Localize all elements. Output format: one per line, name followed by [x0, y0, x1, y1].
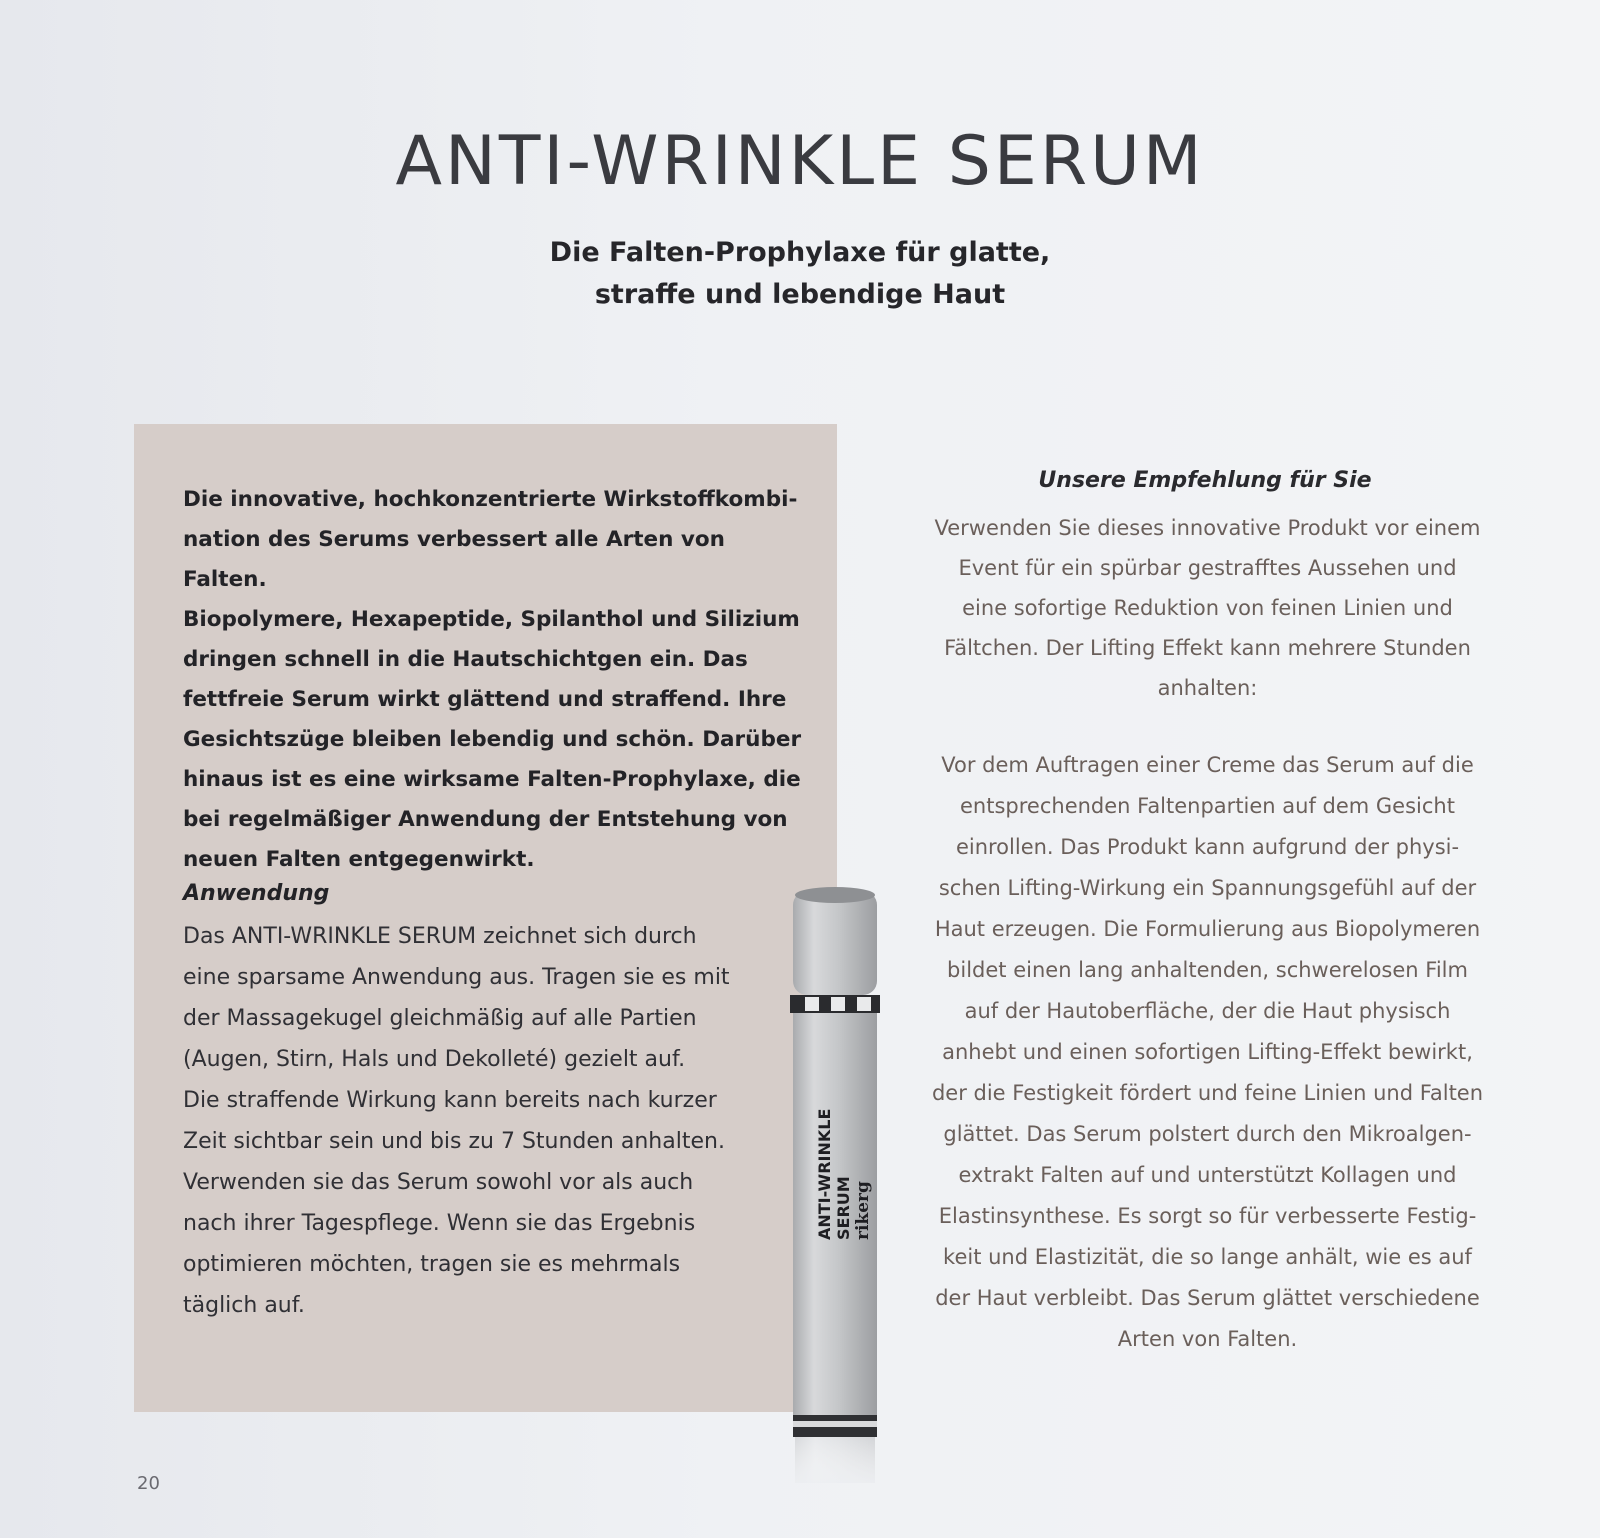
intro-line: bei regelmäßiger Anwendung der Entstehung von [183, 807, 788, 832]
usage-line: Verwenden sie das Serum sowohl vor als auch [183, 1170, 694, 1195]
intro-line: Gesichtszüge bleiben lebendig und schön. Darüber [183, 727, 802, 752]
intro-line: dringen schnell in die Hautschichtgen ein. Das [183, 647, 748, 672]
page-number: 20 [137, 1473, 160, 1494]
intro-line: fettfreie Serum wirkt glättend und straffend. Ihre [183, 687, 787, 712]
recommendation-line: Elastinsynthese. Es sorgt so für verbesserte Festig- [938, 1204, 1477, 1228]
intro-line: hinaus ist es eine wirksame Falten-Prophylaxe, die [183, 767, 801, 792]
recommendation-paragraph-1 [905, 508, 1510, 708]
bottle-cap [793, 891, 877, 995]
recommendation-line: anhalten: [1157, 676, 1258, 700]
bottle-label-line: SERUM [834, 1176, 853, 1240]
recommendation-heading: Unsere Empfehlung für Sie [1038, 468, 1372, 493]
usage-line: Das ANTI-WRINKLE SERUM zeichnet sich durch [183, 924, 697, 949]
recommendation-line: Verwenden Sie dieses innovative Produkt vor einem [934, 516, 1481, 540]
recommendation-line: Arten von Falten. [1117, 1327, 1298, 1351]
subtitle-line: Die Falten-Prophylaxe für glatte, [549, 237, 1051, 268]
intro-line: nation des Serums verbessert alle Arten von Falten. [183, 527, 725, 592]
usage-line: der Massagekugel gleichmäßig auf alle Partien [183, 1006, 697, 1031]
recommendation-line: eine sofortige Reduktion von feinen Linien und [962, 596, 1453, 620]
recommendation-line: schen Lifting-Wirkung ein Spannungsgefühl auf der [938, 876, 1477, 900]
intro-line: Biopolymere, Hexapeptide, Spilanthol und Silizium [183, 607, 800, 632]
page-title: ANTI-WRINKLE SERUM [395, 122, 1205, 201]
recommendation-paragraph-2 [905, 745, 1510, 1360]
recommendation-line: Event für ein spürbar gestrafftes Aussehen und [958, 556, 1457, 580]
bottle-label [815, 1100, 875, 1240]
recommendation-line: einrollen. Das Produkt kann aufgrund der physi- [955, 835, 1460, 859]
intro-line: Die innovative, hochkonzentrierte Wirkstoffkombi- [183, 487, 798, 512]
subtitle [0, 232, 1600, 316]
recommendation-line: entsprechenden Faltenpartien auf dem Gesicht [960, 794, 1455, 818]
usage-line: (Augen, Stirn, Hals und Dekolleté) gezielt auf. [183, 1047, 686, 1072]
recommendation-line: glättet. Das Serum polstert durch den Mikroalgen- [943, 1122, 1472, 1146]
bottle-label-line: ANTI-WRINKLE [815, 1108, 834, 1240]
usage-line: optimieren möchten, tragen sie es mehrmals [183, 1252, 681, 1277]
recommendation-line: der die Festigkeit fördert und feine Linien und Falten [931, 1081, 1484, 1105]
intro-line: neuen Falten entgegenwirkt. [183, 847, 535, 872]
intro-paragraph [183, 480, 803, 880]
usage-paragraph [183, 916, 783, 1326]
recommendation-line: keit und Elastizität, die so lange anhält, wie es auf [943, 1245, 1472, 1269]
usage-line: Zeit sichtbar sein und bis zu 7 Stunden anhalten. [183, 1129, 725, 1154]
usage-line: eine sparsame Anwendung aus. Tragen sie es mit [183, 965, 730, 990]
recommendation-line: Haut erzeugen. Die Formulierung aus Biopolymeren [934, 917, 1481, 941]
recommendation-line: auf der Hautoberfläche, der die Haut physisch [964, 999, 1451, 1023]
bottle-brand: rikerg [853, 1181, 873, 1240]
usage-heading: Anwendung [183, 881, 330, 906]
usage-line: täglich auf. [183, 1293, 305, 1318]
recommendation-line: bildet einen lang anhaltenden, schwerelosen Film [947, 958, 1468, 982]
recommendation-line: anhebt und einen sofortigen Lifting-Effekt bewirkt, [942, 1040, 1473, 1064]
recommendation-line: Fältchen. Der Lifting Effekt kann mehrere Stunden [944, 636, 1471, 660]
recommendation-line: der Haut verbleibt. Das Serum glättet verschiedene [935, 1286, 1480, 1310]
usage-line: Die straffende Wirkung kann bereits nach kurzer [183, 1088, 717, 1113]
subtitle-line: straffe und lebendige Haut [594, 279, 1006, 310]
usage-line: nach ihrer Tagespflege. Wenn sie das Ergebnis [183, 1211, 696, 1236]
recommendation-line: extrakt Falten auf und unterstützt Kollagen und [958, 1163, 1457, 1187]
recommendation-line: Vor dem Auftragen einer Creme das Serum auf die [941, 753, 1474, 777]
